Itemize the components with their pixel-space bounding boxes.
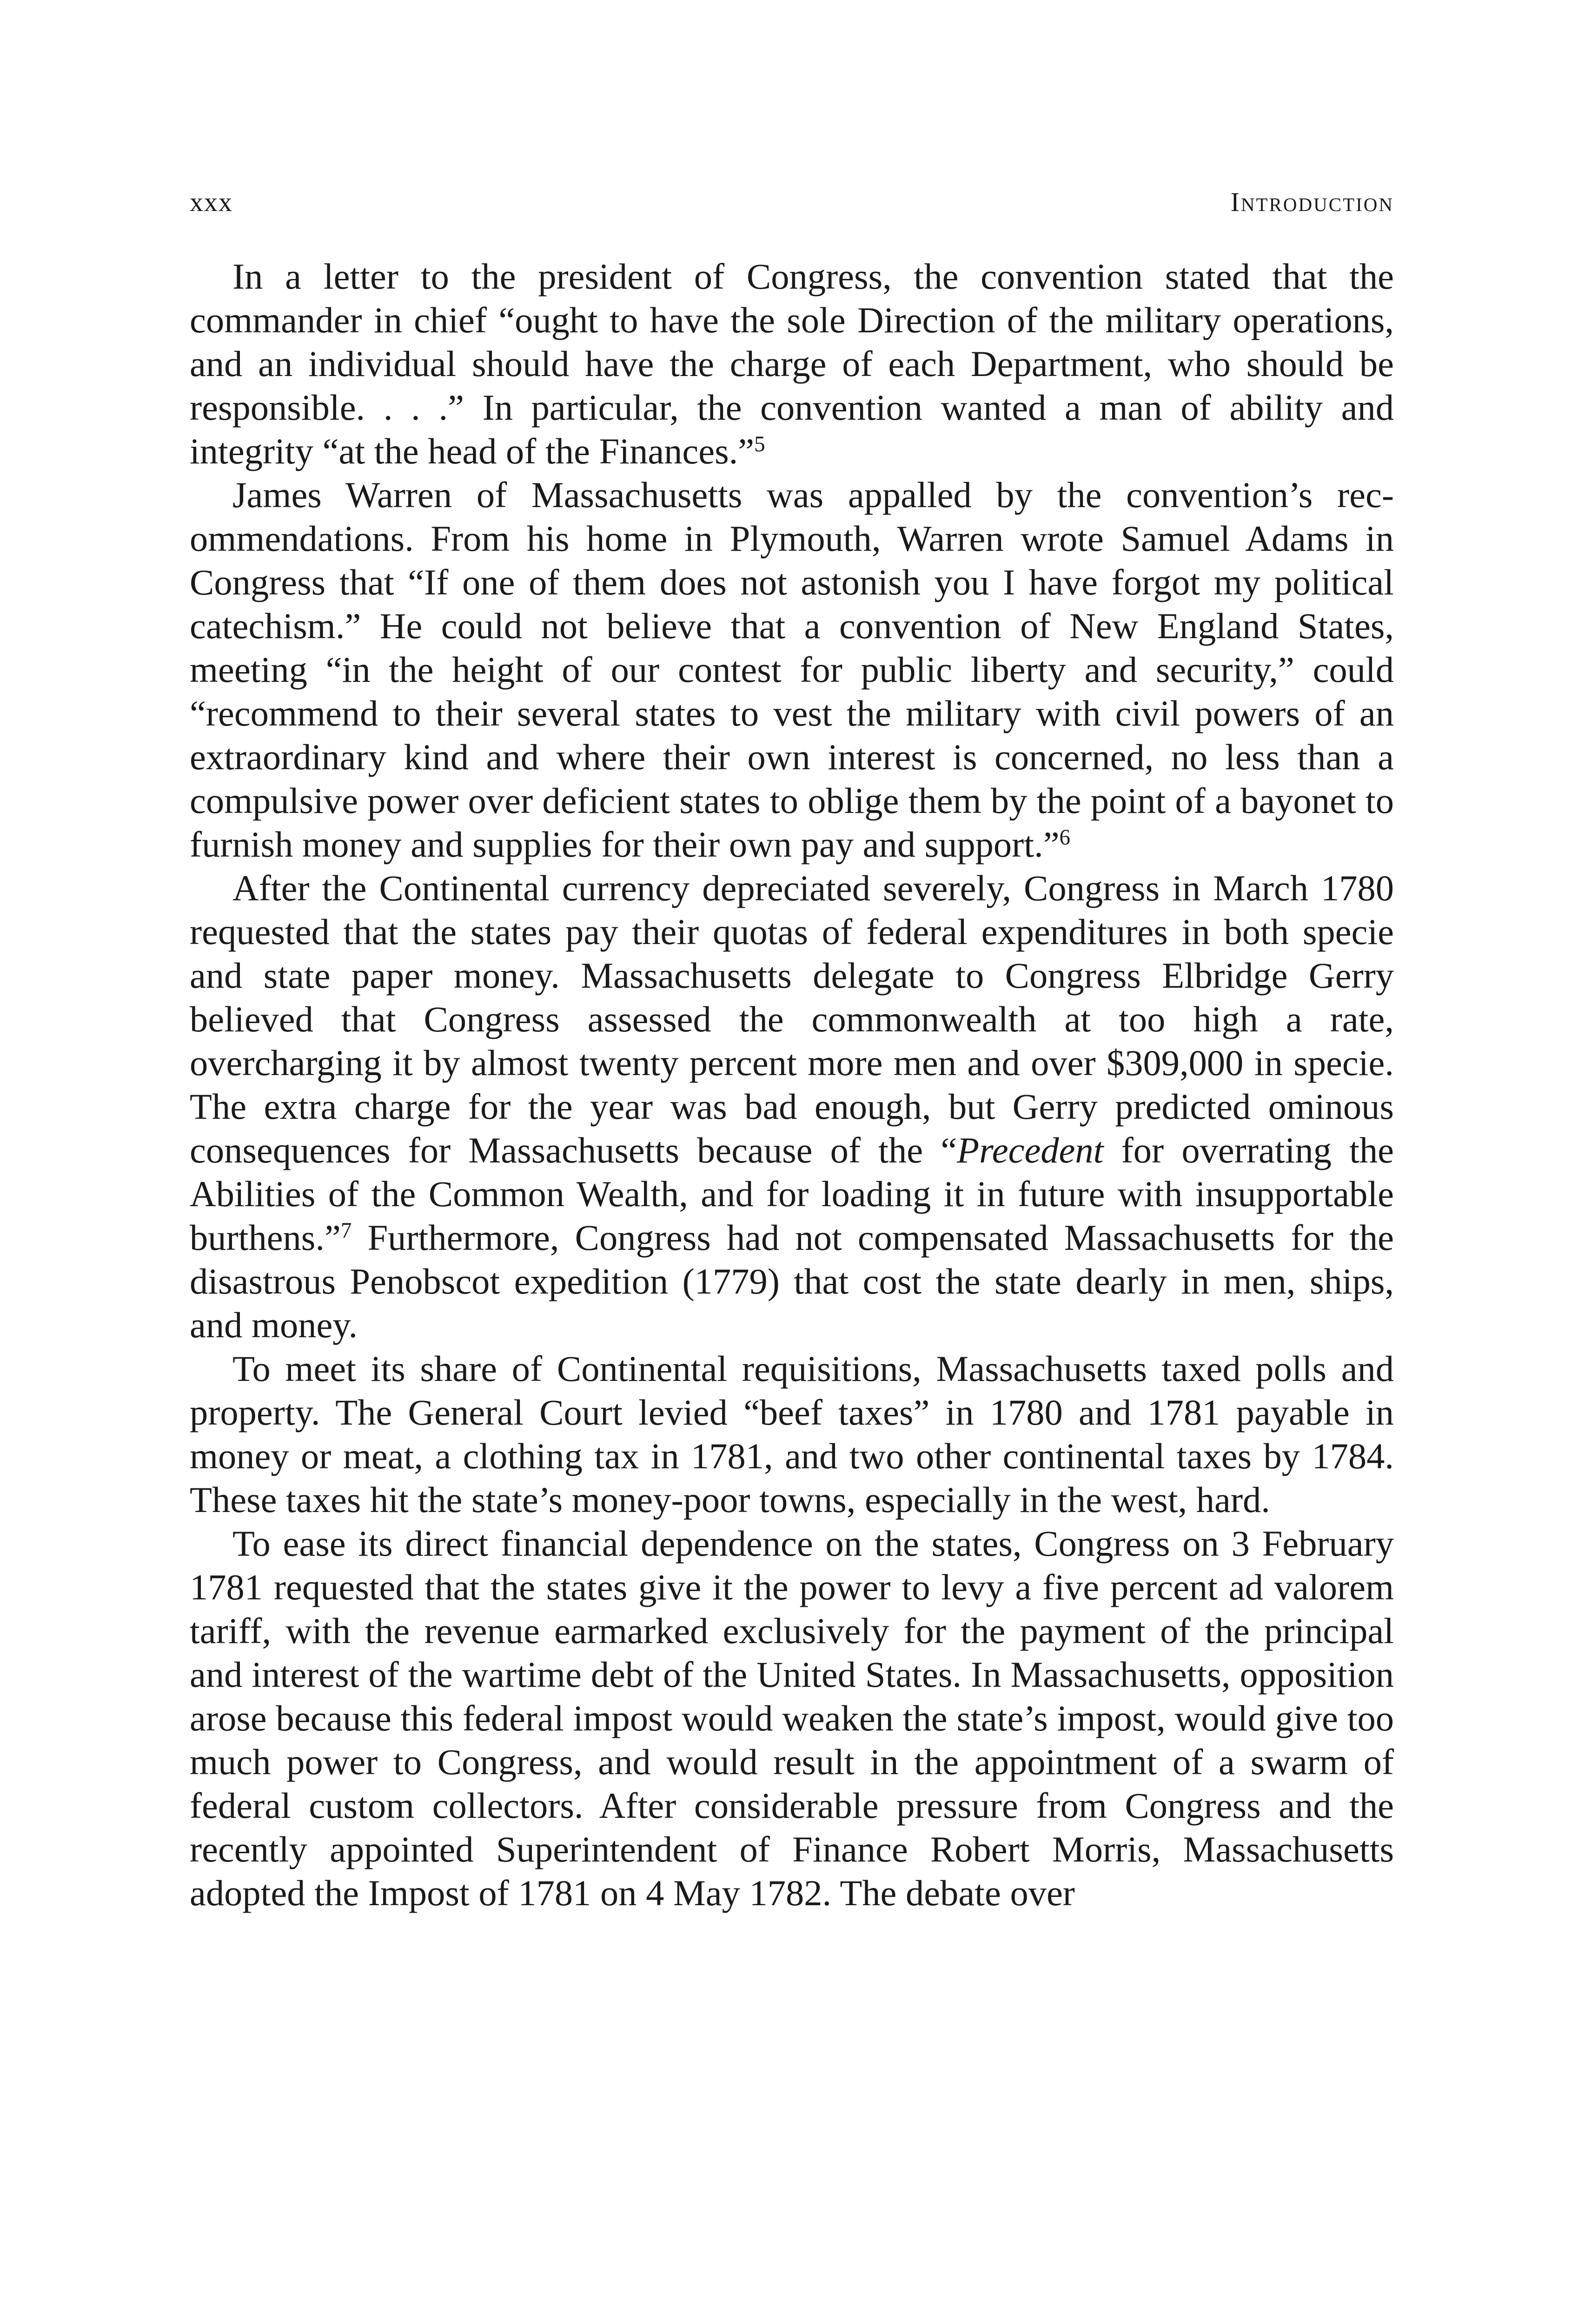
book-page	[190, 177, 1394, 1915]
text-run: In a letter to the president of Congress, the convention stated that the commander in chief “ought to have the sole Direction of the military operations, and an individual should have the charge of each Department, who should be responsible. . . .” In particular, the convention wanted a man of ability and integrity “at the head of the Finances.”	[190, 256, 1394, 471]
body-text	[190, 255, 1394, 1915]
text-run: To ease its direct financial dependence on the states, Congress on 3 February 1781 requested that the states give it the power to levy a five percent ad valorem tariff, with the revenue earmarked exclusively for the payment of the principal and interest of the wartime debt of the United States. In Massachusetts, opposition arose because this federal impost would weaken the state’s impost, would give too much power to Congress, and would result in the appointment of a swarm of federal custom collectors. After considerable pressure from Congress and the recently appointed Superintendent of Finance Robert Morris, Massachusetts adopted the Impost of 1781 on 4 May 1782. The debate over	[190, 1523, 1394, 1913]
running-title: Introduction	[1230, 187, 1394, 217]
text-run: for overrating the Abilities of the Common Wealth, and for loading it in future with insupportable burthens.”	[190, 1130, 1394, 1258]
footnote-ref: 6	[1059, 825, 1071, 850]
page-number: xxx	[190, 187, 233, 217]
text-run: To meet its share of Continental requisitions, Massachusetts taxed polls and property. The General Court levied “beef taxes” in 1780 and 1781 payable in money or meat, a clothing tax in 1781, and two other continental taxes by 1784. These taxes hit the state’s money-poor towns, especially in the west, hard.	[190, 1348, 1394, 1520]
paragraph	[190, 1522, 1394, 1915]
running-head	[190, 177, 1394, 228]
text-run: James Warren of Massachusetts was appalled by the convention’s recommendations. From his home in Plymouth, Warren wrote Samuel Adams in Congress that “If one of them does not astonish you I have forgot my political catechism.” He could not believe that a convention of New England States, meeting “in the height of our contest for public liberty and security,” could “recommend to their several states to vest the military with civil powers of an extraordinary kind and where their own interest is concerned, no less than a compulsive power over deficient states to oblige them by the point of a bayonet to furnish money and supplies for their own pay and support.”	[190, 475, 1394, 865]
paragraph	[190, 255, 1394, 473]
text-run: After the Continental currency depreciated severely, Congress in March 1780 requested that the states pay their quotas of federal expenditures in both specie and state paper money. Massachusetts delegate to Congress Elbridge Gerry believed that Congress assessed the commonwealth at too high a rate, overcharging it by almost twenty percent more men and over $309,000 in specie. The extra charge for the year was bad enough, but Gerry predicted ominous consequences for Massachusetts because of the “	[190, 868, 1394, 1170]
paragraph	[190, 473, 1394, 866]
paragraph	[190, 1347, 1394, 1522]
footnote-ref: 5	[754, 432, 765, 457]
italic-text: Precedent	[957, 1130, 1104, 1170]
text-run: Furthermore, Congress had not compensated Massachusetts for the disastrous Penobscot expedition (1779) that cost the state dearly in men, ships, and money.	[190, 1217, 1394, 1345]
footnote-ref: 7	[340, 1219, 352, 1243]
paragraph	[190, 866, 1394, 1347]
